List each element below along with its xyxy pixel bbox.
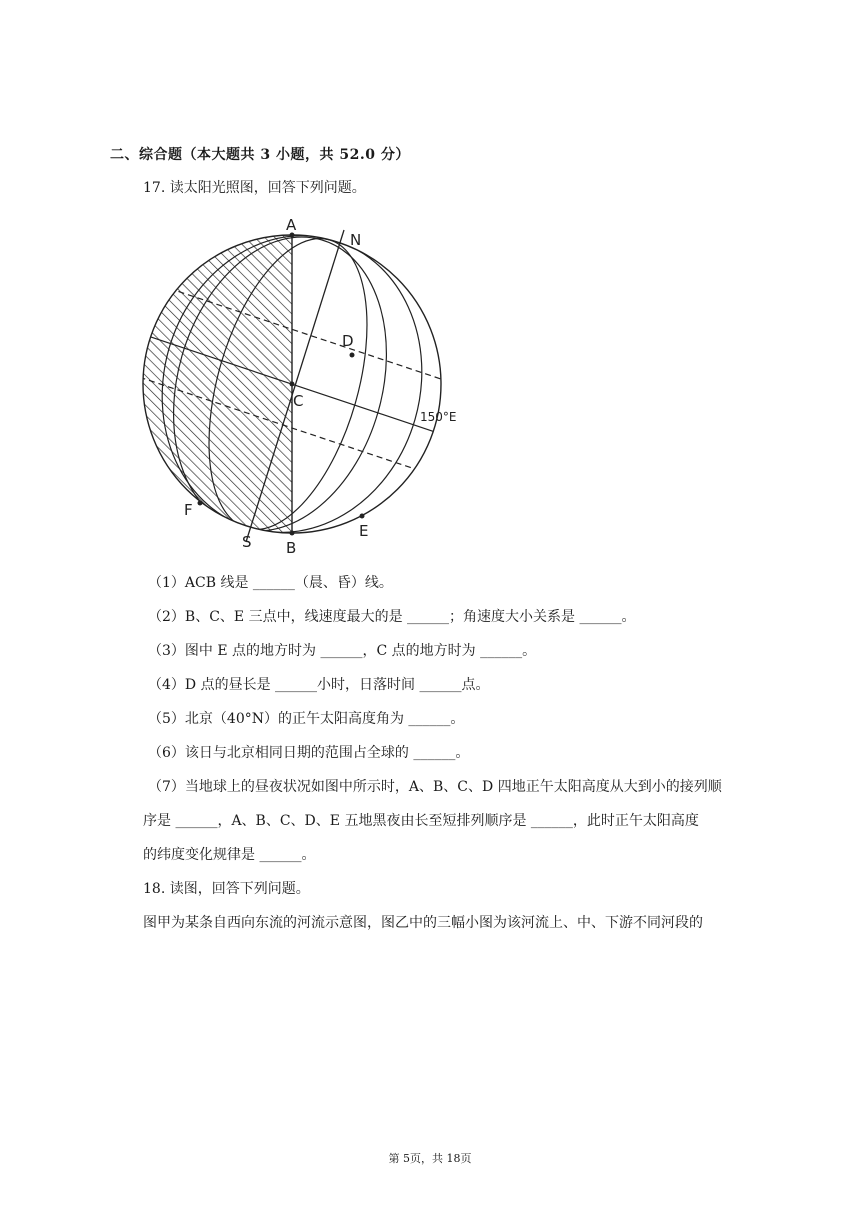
question-18-text: 图甲为某条自西向东流的河流示意图，图乙中的三幅小图为该河流上、中、下游不同河段的 (143, 915, 703, 931)
page-footer: 第 5页，共 18页 (388, 1152, 472, 1165)
label-s: S (242, 533, 252, 551)
label-b: B (286, 539, 297, 557)
question-17-part-7-cont-1: 序是 ______，A、B、C、D、E 五地黑夜由长至短排列顺序是 ______，此时正午太阳高度 (143, 813, 699, 829)
question-17-part-4: （4）D 点的昼长是 ______小时，日落时间 ______点。 (148, 677, 490, 693)
label-d: D (342, 332, 354, 350)
label-n: N (350, 231, 362, 249)
label-a: A (286, 216, 297, 234)
night-area (143, 235, 292, 533)
question-17-stem: 17. 读太阳光照图，回答下列问题。 (143, 180, 366, 196)
section-title: 二、综合题（本大题共 3 小题，共 52.0 分） (110, 147, 410, 163)
question-18-stem: 18. 读图，回答下列问题。 (143, 881, 310, 897)
label-meridian: 150°E (420, 410, 457, 424)
question-17-part-7-cont-2: 的纬度变化规律是 ______。 (143, 847, 316, 863)
sunlight-diagram (130, 212, 470, 562)
label-c: C (293, 392, 304, 410)
question-17-part-3: （3）图中 E 点的地方时为 ______，C 点的地方时为 ______。 (148, 643, 537, 659)
question-17-part-6: （6）该日与北京相同日期的范围占全球的 ______。 (148, 745, 470, 761)
label-e: E (359, 522, 369, 540)
question-17-part-1: （1）ACB 线是 ______（晨、昏）线。 (148, 575, 393, 591)
question-17-part-5: （5）北京（40°N）的正午太阳高度角为 ______。 (148, 711, 465, 727)
question-17-part-7: （7）当地球上的昼夜状况如图中所示时，A、B、C、D 四地正午太阳高度从大到小的接列顺 (148, 779, 722, 795)
question-17-part-2: （2）B、C、E 三点中，线速度最大的是 ______；角速度大小关系是 ______。 (148, 609, 636, 625)
label-f: F (184, 501, 193, 519)
